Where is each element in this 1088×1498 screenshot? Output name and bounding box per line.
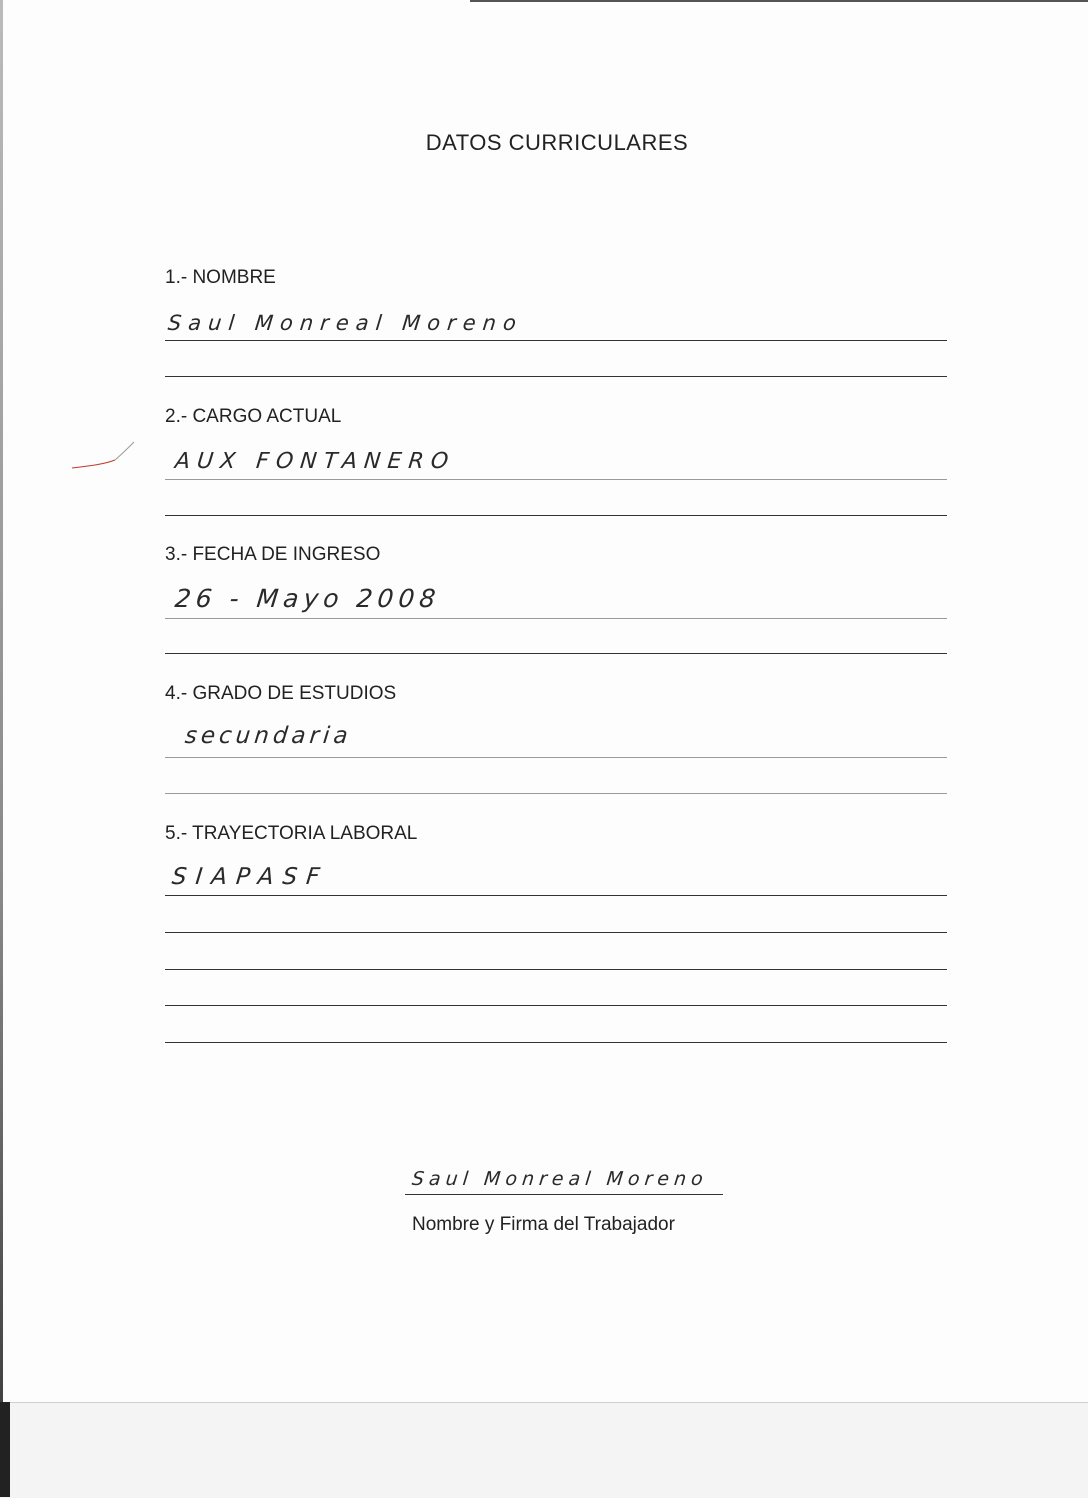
field-label-cargo: 2.- CARGO ACTUAL (165, 406, 342, 427)
field-line-trayectoria-3 (165, 969, 947, 970)
field-value-nombre[interactable]: Saul Monreal Moreno (166, 311, 525, 335)
field-line-cargo-2 (165, 515, 947, 516)
field-line-cargo-1 (165, 479, 947, 480)
field-line-fecha-2 (165, 653, 947, 654)
field-line-trayectoria-5 (165, 1042, 947, 1043)
pen-stray-mark (70, 440, 140, 480)
signature-line (405, 1194, 723, 1195)
field-label-trayectoria: 5.- TRAYECTORIA LABORAL (165, 823, 418, 844)
scan-edge-bottom (0, 1402, 1088, 1498)
field-label-grado: 4.- GRADO DE ESTUDIOS (165, 683, 397, 704)
signature-caption: Nombre y Firma del Trabajador (412, 1214, 675, 1235)
field-value-trayectoria[interactable]: SIAPASF (170, 864, 330, 890)
field-label-fecha: 3.- FECHA DE INGRESO (165, 544, 381, 565)
document-title: DATOS CURRICULARES (425, 130, 689, 155)
field-label-nombre: 1.- NOMBRE (165, 267, 276, 288)
scan-edge-corner (0, 1402, 10, 1497)
field-line-trayectoria-1 (165, 895, 947, 896)
scan-edge-top (470, 0, 1088, 2)
field-line-nombre-2 (165, 376, 947, 377)
field-line-grado-2 (165, 793, 947, 794)
field-line-trayectoria-2 (165, 932, 947, 933)
field-line-trayectoria-4 (165, 1005, 947, 1006)
field-value-fecha[interactable]: 26 - Mayo 2008 (173, 584, 442, 613)
field-value-cargo[interactable]: AUX FONTANERO (173, 449, 457, 474)
field-value-grado[interactable]: secundaria (183, 723, 353, 749)
signature-handwritten: Saul Monreal Moreno (410, 1168, 709, 1190)
field-line-grado-1 (165, 757, 947, 758)
field-line-fecha-1 (165, 618, 947, 619)
field-line-nombre-1 (165, 340, 947, 341)
scan-edge-left (0, 0, 3, 1497)
